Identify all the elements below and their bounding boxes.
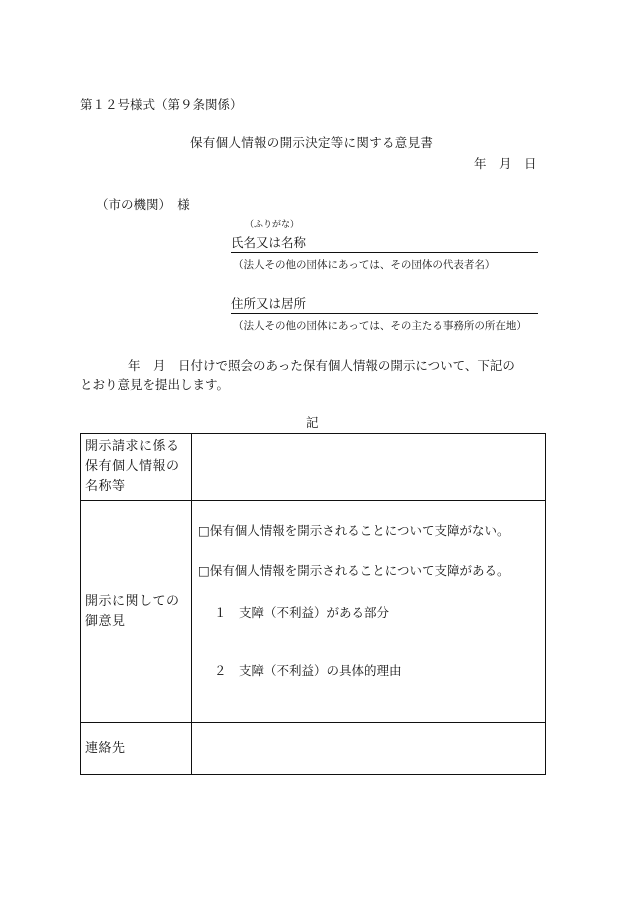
form-number: 第１２号様式（第９条関係）	[80, 97, 243, 112]
ki-heading: 記	[306, 415, 319, 430]
request-info-label: 開示請求に係る保有個人情報の名称等	[85, 439, 180, 494]
name-underline	[231, 252, 538, 253]
table-row-opinion	[81, 501, 546, 723]
document-title: 保有個人情報の開示決定等に関する意見書	[190, 135, 434, 150]
contact-value[interactable]	[192, 723, 546, 775]
table-row-request-info	[81, 434, 546, 501]
sub-item-affected-part: １ 支障（不利益）がある部分	[214, 605, 390, 620]
opinion-value-cell[interactable]	[192, 501, 546, 723]
sub-item-reason: ２ 支障（不利益）の具体的理由	[214, 663, 402, 678]
option-has-issue[interactable]: □保有個人情報を開示されることについて支障がある。	[198, 563, 510, 578]
row-label-cell	[81, 501, 192, 723]
name-label: 氏名又は名称	[231, 235, 307, 250]
body-line-2: とおり意見を提出します。	[80, 377, 230, 392]
addressee: （市の機関） 様	[96, 197, 190, 212]
address-label: 住所又は居所	[231, 296, 307, 311]
address-underline	[231, 313, 538, 314]
request-info-value[interactable]	[192, 434, 546, 501]
date-line: 年 月 日	[474, 156, 537, 171]
name-note: （法人その他の団体にあっては、その団体の代表者名）	[233, 259, 496, 271]
row-label-cell	[81, 723, 192, 775]
opinion-label: 開示に関しての御意見	[85, 593, 180, 629]
address-note: （法人その他の団体にあっては、その主たる事務所の所在地）	[233, 320, 527, 332]
opinion-table	[80, 433, 546, 775]
table-row-contact	[81, 723, 546, 775]
row-label-cell	[81, 434, 192, 501]
option-no-issue[interactable]: □保有個人情報を開示されることについて支障がない。	[198, 523, 510, 538]
contact-label: 連絡先	[85, 740, 126, 756]
furigana-label: （ふりがな）	[245, 220, 300, 230]
body-line-1: 年 月 日付けで照会のあった保有個人情報の開示について、下記の	[128, 358, 515, 373]
